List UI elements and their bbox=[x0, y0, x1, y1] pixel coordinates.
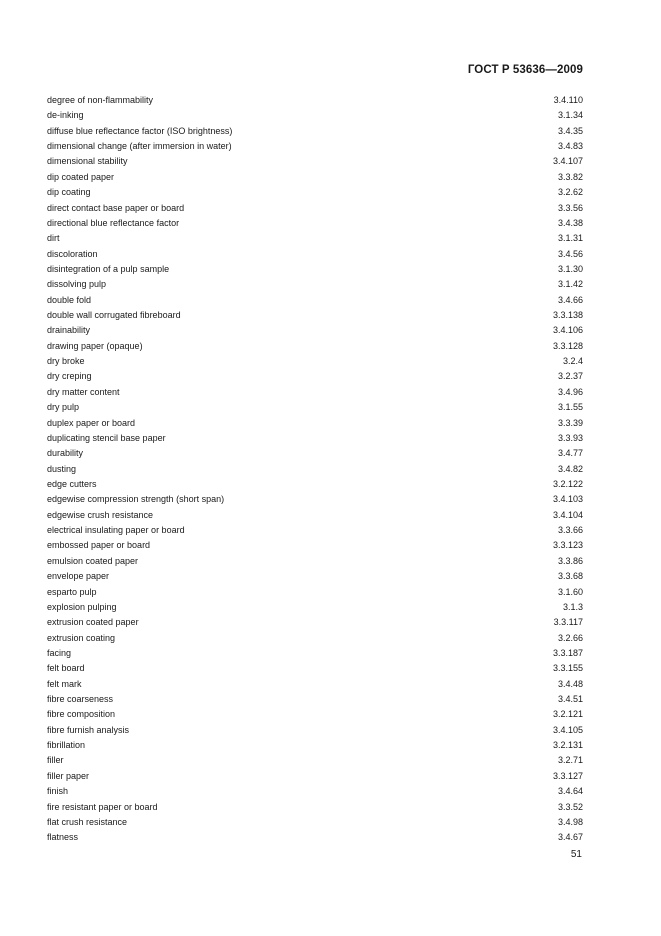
index-entry bbox=[47, 769, 583, 784]
index-term: dip coated paper bbox=[47, 171, 115, 182]
index-term: felt mark bbox=[47, 678, 82, 689]
index-reference: 3.1.60 bbox=[557, 586, 583, 597]
index-term: explosion pulping bbox=[47, 601, 117, 612]
index-reference: 3.2.122 bbox=[552, 478, 583, 489]
index-reference: 3.4.56 bbox=[557, 248, 583, 259]
index-entry bbox=[47, 753, 583, 768]
index-term: extrusion coating bbox=[47, 632, 116, 643]
index-reference: 3.1.55 bbox=[557, 402, 583, 413]
index-reference: 3.1.3 bbox=[562, 601, 583, 612]
standard-code-header: ГОСТ Р 53636—2009 bbox=[467, 64, 583, 76]
index-entry bbox=[47, 585, 583, 600]
index-reference: 3.4.107 bbox=[552, 156, 583, 167]
index-term: filler bbox=[47, 755, 64, 766]
index-term: drainability bbox=[47, 325, 91, 336]
index-entry bbox=[47, 677, 583, 692]
index-entry bbox=[47, 262, 583, 277]
index-entry bbox=[47, 646, 583, 661]
index-reference: 3.2.62 bbox=[557, 187, 583, 198]
index-entry bbox=[47, 492, 583, 507]
index-entry bbox=[47, 400, 583, 415]
index-term: dimensional stability bbox=[47, 156, 128, 167]
index-term: dry pulp bbox=[47, 402, 80, 413]
index-entry bbox=[47, 554, 583, 569]
index-term: flatness bbox=[47, 832, 79, 843]
index-entry bbox=[47, 600, 583, 615]
index-reference: 3.3.93 bbox=[557, 432, 583, 443]
index-entry bbox=[47, 354, 583, 369]
index-entry bbox=[47, 569, 583, 584]
index-entry bbox=[47, 308, 583, 323]
index-entry bbox=[47, 323, 583, 338]
term-index-list bbox=[47, 93, 583, 846]
index-entry bbox=[47, 477, 583, 492]
index-term: electrical insulating paper or board bbox=[47, 525, 185, 536]
index-reference: 3.3.127 bbox=[552, 770, 583, 781]
index-entry bbox=[47, 800, 583, 815]
index-reference: 3.4.38 bbox=[557, 217, 583, 228]
index-term: duplicating stencil base paper bbox=[47, 432, 166, 443]
index-entry bbox=[47, 247, 583, 262]
index-reference: 3.1.42 bbox=[557, 279, 583, 290]
index-reference: 3.2.4 bbox=[562, 356, 583, 367]
index-entry bbox=[47, 216, 583, 231]
index-reference: 3.2.71 bbox=[557, 755, 583, 766]
index-term: duplex paper or board bbox=[47, 417, 136, 428]
index-term: drawing paper (opaque) bbox=[47, 340, 143, 351]
index-entry bbox=[47, 139, 583, 154]
index-entry bbox=[47, 108, 583, 123]
index-entry bbox=[47, 170, 583, 185]
index-entry bbox=[47, 830, 583, 845]
index-entry bbox=[47, 523, 583, 538]
index-term: flat crush resistance bbox=[47, 816, 128, 827]
index-term: edgewise crush resistance bbox=[47, 509, 154, 520]
index-term: double fold bbox=[47, 294, 92, 305]
index-term: fibre coarseness bbox=[47, 694, 114, 705]
index-term: envelope paper bbox=[47, 571, 110, 582]
index-entry bbox=[47, 339, 583, 354]
index-term: extrusion coated paper bbox=[47, 617, 139, 628]
index-reference: 3.3.52 bbox=[557, 801, 583, 812]
index-entry bbox=[47, 784, 583, 799]
index-entry bbox=[47, 416, 583, 431]
index-reference: 3.4.64 bbox=[557, 786, 583, 797]
index-reference: 3.4.103 bbox=[552, 494, 583, 505]
index-reference: 3.4.51 bbox=[557, 694, 583, 705]
index-entry bbox=[47, 185, 583, 200]
index-reference: 3.3.123 bbox=[552, 540, 583, 551]
index-term: dimensional change (after immersion in water) bbox=[47, 141, 232, 152]
index-entry bbox=[47, 385, 583, 400]
index-entry bbox=[47, 631, 583, 646]
index-term: fibre composition bbox=[47, 709, 116, 720]
index-term: double wall corrugated fibreboard bbox=[47, 310, 181, 321]
index-reference: 3.4.110 bbox=[553, 95, 583, 105]
index-reference: 3.4.105 bbox=[552, 724, 583, 735]
index-entry bbox=[47, 293, 583, 308]
index-term: dry matter content bbox=[47, 386, 120, 397]
index-reference: 3.3.39 bbox=[557, 417, 583, 428]
index-term: directional blue reflectance factor bbox=[47, 217, 180, 228]
index-term: filler paper bbox=[47, 770, 90, 781]
index-reference: 3.2.131 bbox=[552, 740, 583, 751]
index-term: dirt bbox=[47, 233, 60, 244]
index-term: de-inking bbox=[47, 110, 84, 121]
index-reference: 3.2.121 bbox=[552, 709, 583, 720]
index-entry bbox=[47, 462, 583, 477]
index-term: dissolving pulp bbox=[47, 279, 107, 290]
index-entry bbox=[47, 124, 583, 139]
index-entry bbox=[47, 231, 583, 246]
index-reference: 3.4.96 bbox=[557, 386, 583, 397]
page-number: 51 bbox=[570, 849, 582, 860]
index-reference: 3.1.31 bbox=[557, 233, 583, 244]
index-term: fire resistant paper or board bbox=[47, 801, 158, 812]
index-reference: 3.4.106 bbox=[552, 325, 583, 336]
index-reference: 3.3.66 bbox=[557, 525, 583, 536]
index-reference: 3.4.66 bbox=[557, 294, 583, 305]
index-entry bbox=[47, 201, 583, 216]
index-term: fibrillation bbox=[47, 740, 86, 751]
index-entry bbox=[47, 446, 583, 461]
index-entry bbox=[47, 508, 583, 523]
index-entry bbox=[47, 738, 583, 753]
index-entry bbox=[47, 154, 583, 169]
index-term: fibre furnish analysis bbox=[47, 724, 130, 735]
index-term: discoloration bbox=[47, 248, 98, 259]
index-entry bbox=[47, 277, 583, 292]
index-term: finish bbox=[47, 786, 69, 797]
index-entry bbox=[47, 431, 583, 446]
index-term: edgewise compression strength (short span) bbox=[47, 494, 225, 505]
index-term: dusting bbox=[47, 463, 77, 474]
index-reference: 3.4.35 bbox=[557, 125, 583, 136]
index-term: embossed paper or board bbox=[47, 540, 151, 551]
index-entry bbox=[47, 538, 583, 553]
index-reference: 3.3.86 bbox=[557, 555, 583, 566]
index-entry bbox=[47, 692, 583, 707]
index-reference: 3.3.155 bbox=[552, 663, 583, 674]
index-entry bbox=[47, 723, 583, 738]
index-term: dry broke bbox=[47, 356, 85, 367]
index-term: felt board bbox=[47, 663, 85, 674]
index-reference: 3.2.37 bbox=[557, 371, 583, 382]
index-reference: 3.3.117 bbox=[553, 617, 583, 628]
index-entry bbox=[47, 661, 583, 676]
index-reference: 3.3.187 bbox=[552, 647, 583, 658]
index-term: disintegration of a pulp sample bbox=[47, 263, 170, 274]
index-reference: 3.2.66 bbox=[557, 632, 583, 643]
index-reference: 3.4.98 bbox=[557, 816, 583, 827]
index-reference: 3.3.56 bbox=[557, 202, 583, 213]
index-reference: 3.3.128 bbox=[552, 340, 583, 351]
index-reference: 3.1.30 bbox=[557, 263, 583, 274]
index-entry bbox=[47, 93, 583, 108]
index-reference: 3.3.138 bbox=[552, 310, 583, 321]
index-reference: 3.3.82 bbox=[557, 171, 583, 182]
index-term: direct contact base paper or board bbox=[47, 202, 185, 213]
index-term: edge cutters bbox=[47, 478, 97, 489]
index-term: dip coating bbox=[47, 187, 91, 198]
index-term: diffuse blue reflectance factor (ISO brightness) bbox=[47, 125, 233, 136]
index-reference: 3.1.34 bbox=[557, 110, 583, 121]
index-entry bbox=[47, 815, 583, 830]
index-reference: 3.3.68 bbox=[557, 571, 583, 582]
index-term: facing bbox=[47, 647, 72, 658]
index-term: durability bbox=[47, 448, 84, 459]
index-term: emulsion coated paper bbox=[47, 555, 139, 566]
index-reference: 3.4.48 bbox=[557, 678, 583, 689]
index-reference: 3.4.67 bbox=[557, 832, 583, 843]
index-term: degree of non-flammability bbox=[47, 95, 154, 105]
index-entry bbox=[47, 707, 583, 722]
index-reference: 3.4.104 bbox=[552, 509, 583, 520]
index-term: esparto pulp bbox=[47, 586, 97, 597]
index-reference: 3.4.83 bbox=[557, 141, 583, 152]
index-term: dry creping bbox=[47, 371, 92, 382]
index-entry bbox=[47, 369, 583, 384]
index-reference: 3.4.82 bbox=[557, 463, 583, 474]
index-reference: 3.4.77 bbox=[557, 448, 583, 459]
index-entry bbox=[47, 615, 583, 630]
